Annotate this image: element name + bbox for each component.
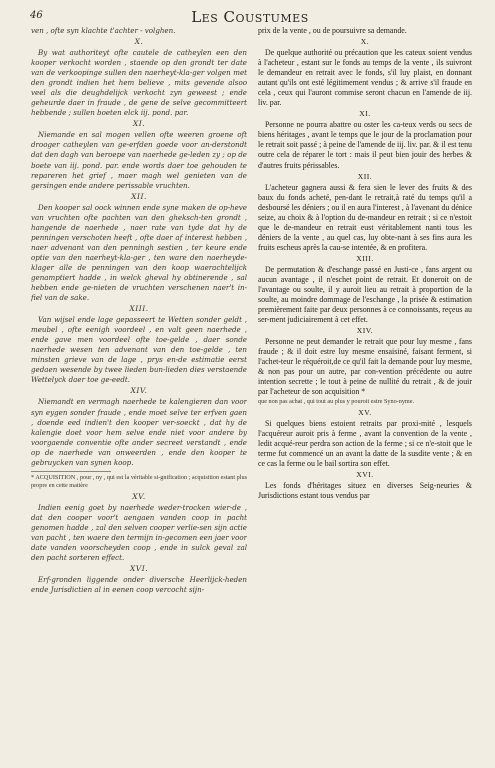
- running-title: Les Coustumes: [191, 8, 309, 26]
- french-text-column: [258, 26, 472, 762]
- footnote-separator: [31, 471, 111, 472]
- article-paragraph: Personne ne peut demander le retrait que pour luy mesme , fans fraude ; & il doit estre luy mesme ensaisiné, faisant ferment, si l'achet-teur le réquéroit,de ce qu'il fait la demande pour luy mesme, & non pas pour un autre, par con-vention précédente ou autre intention secrette ; le tout à peine de nullité du retrait , & de jouir par l'acheteur de son acquisition *: [258, 337, 472, 397]
- article-paragraph: Van wijsel ende lage gepasseert te Wetten sonder geldt , meubel , ofte eenigh voordeel , en valt geen naerhede , ende gave men voordeel ofte toe-gelde , daer sonde naerhede wesen ten advenant van den toe-gelde , ten minsten grieve van de lage , prys en-de estimatie eerst gedaen wesende by twee lieden bun-lieden dies verstaende Wettelyck daer toe ge-eedt.: [31, 315, 247, 385]
- footnote: que non pas achat , qui tout au plus y pouroit estre Syno-nyme.: [258, 398, 415, 406]
- article-number: XIV.: [356, 326, 374, 336]
- article-paragraph: Indien eenig goet by naerhede weder-trocken wier-de , dat den cooper voor't aengaen vanden coop in pacht genomen hadde , zal den selven cooper verlie-sen sijn actie van pacht , ten waere den termijn in-gecomen een jaer voor date vanden voorscheyden coop , ende in sulck geval zal den pacht sorteren effect.: [31, 502, 247, 562]
- article-paragraph: ven , ofte syn klachte t'achter - volghen.: [31, 26, 176, 35]
- article-number: XII.: [131, 191, 147, 201]
- article-paragraph: L'acheteur gagnera aussi & fera sien le lever des fruits & des baux du fonds acheté, pen-dant le retrait,à raté du temps qu'il a desboursé les déniers ; ou il en aura l'interest , à l'avenant du dénice seize, au choix & à l'option du de-mandeur en retrait ; si ce n'estoit que le de-mandeur en retrait eust véritablement nanti tous les déniers de la vente , au quel cas, luy obte-nant à ses fins aura les fruits escheus après la cau-se intentée, & en profitera.: [258, 182, 472, 252]
- dutch-text-column: [31, 26, 247, 762]
- article-number: X.: [134, 37, 144, 47]
- article-paragraph: Personne ne pourra abattre ou oster les ca-teux verds ou secs de biens héritages , avant le temps que le jour de la proclamation pour le retrait soit passé ; à peine de l'amende de iij. liv. par. & il est tenu outre cela de réparer le tort : mais il peut bien jouir des herbes & d'autres fruits périssables.: [258, 120, 472, 170]
- article-number: XIII.: [356, 253, 374, 263]
- article-number: XV.: [358, 407, 372, 417]
- article-number: X.: [360, 37, 370, 47]
- article-paragraph: Si quelques biens estoient retraits par proxi-mité , lesquels l'acquéreur auroit pris à ferme , avant la convention de la vente , ledit acqué-reur perdra son action de la ferme ; si ce n'e-stoit que le terme fut commencé un an avant la datte de la susdite vente ; & en ce cas la ferme ou le bail sortira son effet.: [258, 418, 472, 469]
- article-paragraph: prix de la vente , ou de poursuivre sa demande.: [258, 26, 407, 35]
- article-number: XI.: [359, 109, 371, 119]
- article-paragraph: Erf-gronden liggende onder diversche Heerlijck-heden ende Jurisdictien al in eenen coop vercocht sijn-: [31, 574, 247, 594]
- article-number: XIV.: [130, 386, 148, 396]
- article-paragraph: By wat authoriteyt ofte cautele de catheylen een den kooper verkocht worden , staende op den grondt ter date van de verkoopinge sullen den naerheyt-kla-ger volgen met den grondt indien het hem believe , mits gevende alsoo veel als die deughdelijck verkocht zyn geweest ; ende geheurde daer in fraude , de gene de selve gecommitteert hebbende ; sullen boeten elck iij. pond. par.: [31, 48, 247, 118]
- article-number: XVI.: [129, 563, 149, 573]
- article-paragraph: Niemandt en vermagh naerhede te kalengieren dan voor syn eygen sonder fraude , ende moet selve ter erfven gaen , doende eed indien't den kooper ver-soeckt , dat hy de kalengie doet voor hem selve ende niet voor andere by voorgaende conventie ofte ander secreet verstandt , ende op de naerhede van onweerden , ende den kooper te gebruycken van synen koop.: [31, 397, 247, 467]
- article-paragraph: De quelque authorité ou précaution que les cateux soient vendus à l'acheteur , estant sur le fonds au temps de la vente , ils suivront le demandeur en retrait avec le fonds, s'il luy plaist, en donnant autant qu'ils ont esté légitimement vendus ; & arrive s'il fraude en cela , ceux qui l'auront commise seront chacun en l'amende de iij. liv. par.: [258, 48, 472, 108]
- article-paragraph: De permutation & d'eschange passé en Justi-ce , fans argent ou aucun avantage , il n'eschet point de retrait. Et doneroit on de l'avantage ou soulte, il y auroit lieu au retrait à proportion de la soulte, au moindre dommage de l'eschange , la prisée & estimation premièrement faite par deux personnes à ce connoissants, reçeus au ser-ment judiciairement à cet effet.: [258, 264, 472, 325]
- article-number: XIII.: [129, 304, 149, 314]
- article-paragraph: Les fonds d'héritages situez en diverses Seig-neuries & Jurisdictions estant tous vendus par: [258, 481, 472, 501]
- article-paragraph: Den kooper sal oock winnen ende syne maken de op-heve van vruchten ofte pachten van den gheksch-ten grondt , hangende de naerhede , naer rate van tyde dat hy de penningen verschoten heeft , ofte daer af interest hebben , naer advenant van den penningh sestien , ter keure ende optie van den naerheyt-kla-ger , ten ware den naerheyde-klager alle de penningen van den koop waerachtelijck genamptiert hadde , in welck gheval hy obtinerende , sal hebben ende ge-nieten de vruchten verschenen naer't in-fiel van de sake.: [31, 202, 247, 303]
- footnote: * ACQUISITION , pour , ny , qui est la véritable si-gnification ; acquisition estant plus propre en cette matière: [31, 473, 247, 490]
- article-paragraph: Niemande en sal mogen vellen ofte weeren groene oft drooger catheylen van ge-erfden goede voor an-derstondt dat den dagh van beroepe van naerhede ge-leden zy ; op de boete van iij. pond. par. ende words daer toe gehouden te repareren het grief , maer magh wel genieten van de gersingen ende andere perissable vruchten.: [31, 130, 247, 190]
- page-number: 46: [30, 10, 43, 21]
- article-number: XVI.: [356, 470, 374, 480]
- article-number: XI.: [132, 119, 146, 129]
- article-number: XV.: [132, 491, 146, 501]
- article-number: XII.: [357, 171, 373, 181]
